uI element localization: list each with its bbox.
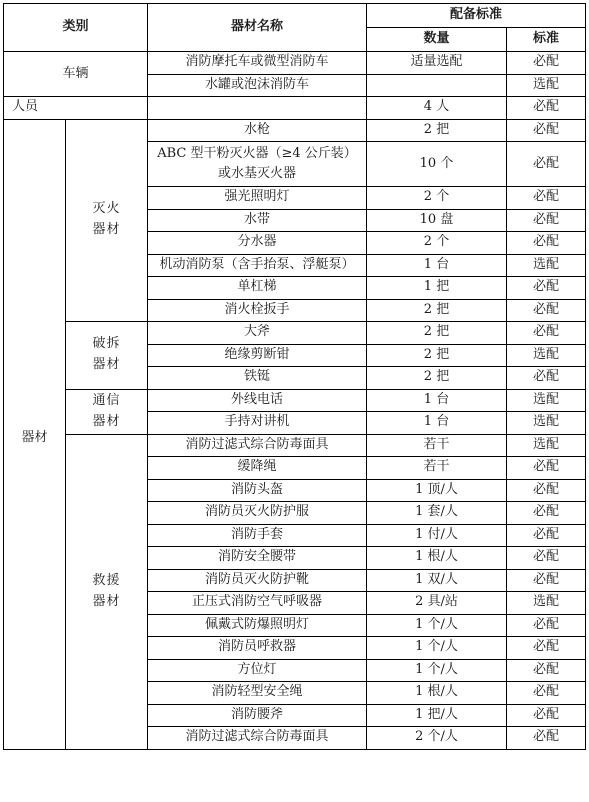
subcategory-label [66, 322, 148, 390]
equipment-name-cell: 消火栓扳手 [148, 299, 367, 322]
table-row [4, 119, 586, 142]
equipment-name-cell: 水罐或泡沫消防车 [148, 74, 367, 97]
equipment-name-cell: 消防摩托车或微型消防车 [148, 52, 367, 75]
header-row-1 [4, 4, 586, 28]
standard-cell: 必配 [507, 367, 586, 390]
table-row [4, 97, 586, 120]
standard-cell: 必配 [507, 232, 586, 255]
standard-cell: 必配 [507, 52, 586, 75]
equipment-name-cell: 消防员灭火防护靴 [148, 569, 367, 592]
standard-cell: 必配 [507, 142, 586, 187]
quantity-cell: 2 个/人 [367, 727, 507, 750]
standard-cell: 选配 [507, 412, 586, 435]
quantity-cell: 1 顶/人 [367, 479, 507, 502]
standard-cell: 选配 [507, 74, 586, 97]
quantity-cell: 1 把/人 [367, 704, 507, 727]
standard-cell: 选配 [507, 344, 586, 367]
subcategory-text: 破拆器材 [92, 336, 121, 373]
standard-cell: 必配 [507, 299, 586, 322]
equipment-name-cell: 消防安全腰带 [148, 547, 367, 570]
quantity-cell: 1 双/人 [367, 569, 507, 592]
equipment-name-cell: 水带 [148, 209, 367, 232]
equipment-name-cell: 大斧 [148, 322, 367, 345]
quantity-cell: 10 盘 [367, 209, 507, 232]
standard-cell: 必配 [507, 209, 586, 232]
standard-cell: 必配 [507, 457, 586, 480]
equipment-name-cell: 方位灯 [148, 659, 367, 682]
quantity-cell: 若干 [367, 457, 507, 480]
equipment-name-cell: 缓降绳 [148, 457, 367, 480]
standard-cell: 必配 [507, 682, 586, 705]
table-row [4, 322, 586, 345]
equipment-name-cell: 手持对讲机 [148, 412, 367, 435]
quantity-cell: 1 根/人 [367, 682, 507, 705]
quantity-cell: 4 人 [367, 97, 507, 120]
standard-cell: 必配 [507, 479, 586, 502]
quantity-cell: 1 台 [367, 412, 507, 435]
standard-header: 标准 [507, 28, 586, 52]
category-personnel: 人员 [4, 97, 148, 120]
category-header: 类别 [4, 4, 148, 52]
standard-cell: 选配 [507, 592, 586, 615]
standard-cell: 必配 [507, 187, 586, 210]
standard-group-header: 配备标准 [367, 4, 586, 28]
equipment-name-cell: 消防头盔 [148, 479, 367, 502]
equipment-name-cell: 消防员呼救器 [148, 637, 367, 660]
quantity-header: 数量 [367, 28, 507, 52]
quantity-cell: 1 个/人 [367, 637, 507, 660]
subcategory-label [66, 434, 148, 749]
equipment-name-cell: 消防腰斧 [148, 704, 367, 727]
standard-cell: 必配 [507, 277, 586, 300]
standard-cell: 必配 [507, 322, 586, 345]
equipment-name-cell: 水枪 [148, 119, 367, 142]
equipment-standard-table [3, 3, 586, 750]
subcategory-text: 灭火器材 [92, 201, 121, 238]
equipment-name-cell: 单杠梯 [148, 277, 367, 300]
category-vehicles: 车辆 [4, 52, 148, 97]
standard-cell: 必配 [507, 704, 586, 727]
standard-cell: 必配 [507, 569, 586, 592]
quantity-cell: 1 套/人 [367, 502, 507, 525]
table-row [4, 434, 586, 457]
equipment-name-cell: 机动消防泵（含手抬泵、浮艇泵） [148, 254, 367, 277]
equipment-name-cell: 消防过滤式综合防毒面具 [148, 727, 367, 750]
equipment-name-cell [148, 97, 367, 120]
quantity-cell: 1 根/人 [367, 547, 507, 570]
quantity-cell: 2 把 [367, 344, 507, 367]
subcategory-label [66, 119, 148, 322]
equipment-name-cell: 消防过滤式综合防毒面具 [148, 434, 367, 457]
quantity-cell: 2 个 [367, 232, 507, 255]
equipment-name-cell: 消防员灭火防护服 [148, 502, 367, 525]
quantity-cell: 1 台 [367, 389, 507, 412]
standard-cell: 必配 [507, 614, 586, 637]
quantity-cell: 2 把 [367, 367, 507, 390]
standard-cell: 必配 [507, 524, 586, 547]
equipment-name-cell: 铁铤 [148, 367, 367, 390]
standard-cell: 必配 [507, 97, 586, 120]
quantity-cell: 2 把 [367, 299, 507, 322]
subcategory-text: 救援器材 [92, 572, 121, 609]
quantity-cell [367, 74, 507, 97]
standard-cell: 必配 [507, 547, 586, 570]
standard-cell: 选配 [507, 254, 586, 277]
quantity-cell: 1 个/人 [367, 614, 507, 637]
quantity-cell: 2 把 [367, 322, 507, 345]
table-body [4, 4, 586, 750]
category-equipment: 器材 [4, 119, 66, 749]
table-row [4, 389, 586, 412]
quantity-cell: 1 把 [367, 277, 507, 300]
quantity-cell: 1 付/人 [367, 524, 507, 547]
standard-cell: 选配 [507, 434, 586, 457]
equipment-name-cell: 消防轻型安全绳 [148, 682, 367, 705]
standard-cell: 必配 [507, 727, 586, 750]
quantity-cell: 若干 [367, 434, 507, 457]
equipment-name-cell: 正压式消防空气呼吸器 [148, 592, 367, 615]
quantity-cell: 适量选配 [367, 52, 507, 75]
equipment-name-cell: ABC 型干粉灭火器（≥4 公斤装）或水基灭火器 [148, 142, 367, 187]
subcategory-text: 通信器材 [92, 392, 121, 429]
standard-cell: 必配 [507, 659, 586, 682]
quantity-cell: 10 个 [367, 142, 507, 187]
standard-cell: 必配 [507, 637, 586, 660]
quantity-cell: 1 台 [367, 254, 507, 277]
quantity-cell: 1 个/人 [367, 659, 507, 682]
equipment-name-cell: 绝缘剪断钳 [148, 344, 367, 367]
quantity-cell: 2 具/站 [367, 592, 507, 615]
equipment-name-cell: 分水器 [148, 232, 367, 255]
standard-cell: 选配 [507, 389, 586, 412]
table-row [4, 52, 586, 75]
equipment-name-cell: 强光照明灯 [148, 187, 367, 210]
standard-cell: 必配 [507, 119, 586, 142]
standard-cell: 必配 [507, 502, 586, 525]
quantity-cell: 2 把 [367, 119, 507, 142]
quantity-cell: 2 个 [367, 187, 507, 210]
equipment-name-cell: 消防手套 [148, 524, 367, 547]
subcategory-label [66, 389, 148, 434]
equipment-name-header: 器材名称 [148, 4, 367, 52]
equipment-name-cell: 外线电话 [148, 389, 367, 412]
equipment-name-cell: 佩戴式防爆照明灯 [148, 614, 367, 637]
